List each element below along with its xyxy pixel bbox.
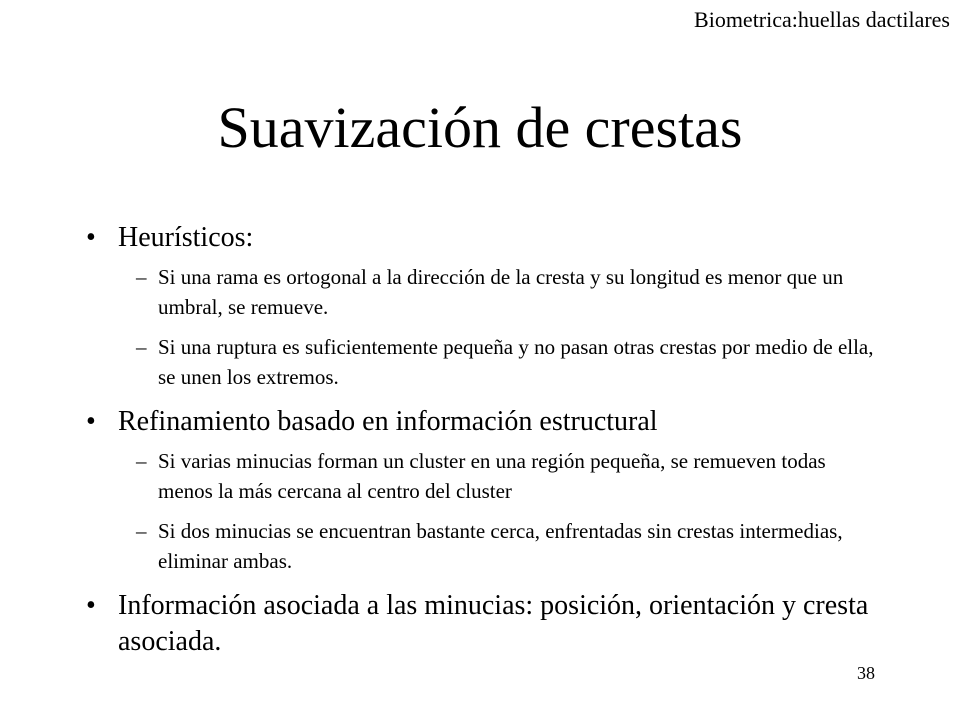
bullet-item	[80, 220, 880, 256]
page-number: 38	[857, 663, 875, 683]
sub-bullet-item	[80, 262, 880, 322]
slide-content	[80, 220, 880, 660]
sub-bullet-text: Si una ruptura es suficientemente pequeña y no pasan otras crestas por medio de ella, se unen los extremos.	[158, 335, 874, 389]
bullet-text: Heurísticos:	[118, 222, 254, 253]
bullet-dot-icon: •	[86, 590, 96, 621]
sub-bullet-item	[80, 332, 880, 392]
bullet-item	[80, 404, 880, 440]
slide-title: Suavización de crestas	[217, 95, 743, 160]
dash-icon: –	[136, 335, 147, 359]
sub-bullet-item	[80, 446, 880, 506]
bullet-text: Información asociada a las minucias: posición, orientación y cresta asociada.	[118, 590, 869, 657]
dash-icon: –	[136, 265, 147, 289]
sub-bullet-list	[80, 446, 880, 576]
bullet-dot-icon: •	[86, 222, 96, 253]
sub-bullet-text: Si una rama es ortogonal a la dirección de la cresta y su longitud es menor que un umbral, se remueve.	[158, 265, 844, 319]
slide-header: Biometrica:huellas dactilares	[694, 7, 950, 32]
sub-bullet-text: Si varias minucias forman un cluster en una región pequeña, se remueven todas menos la más cercana al centro del cluster	[158, 449, 826, 503]
sub-bullet-list	[80, 262, 880, 392]
dash-icon: –	[136, 519, 147, 543]
bullet-item	[80, 588, 880, 660]
bullet-dot-icon: •	[86, 406, 96, 437]
sub-bullet-text: Si dos minucias se encuentran bastante cerca, enfrentadas sin crestas intermedias, eliminar ambas.	[158, 519, 843, 573]
bullet-text: Refinamiento basado en información estructural	[118, 406, 658, 437]
dash-icon: –	[136, 449, 147, 473]
sub-bullet-item	[80, 516, 880, 576]
